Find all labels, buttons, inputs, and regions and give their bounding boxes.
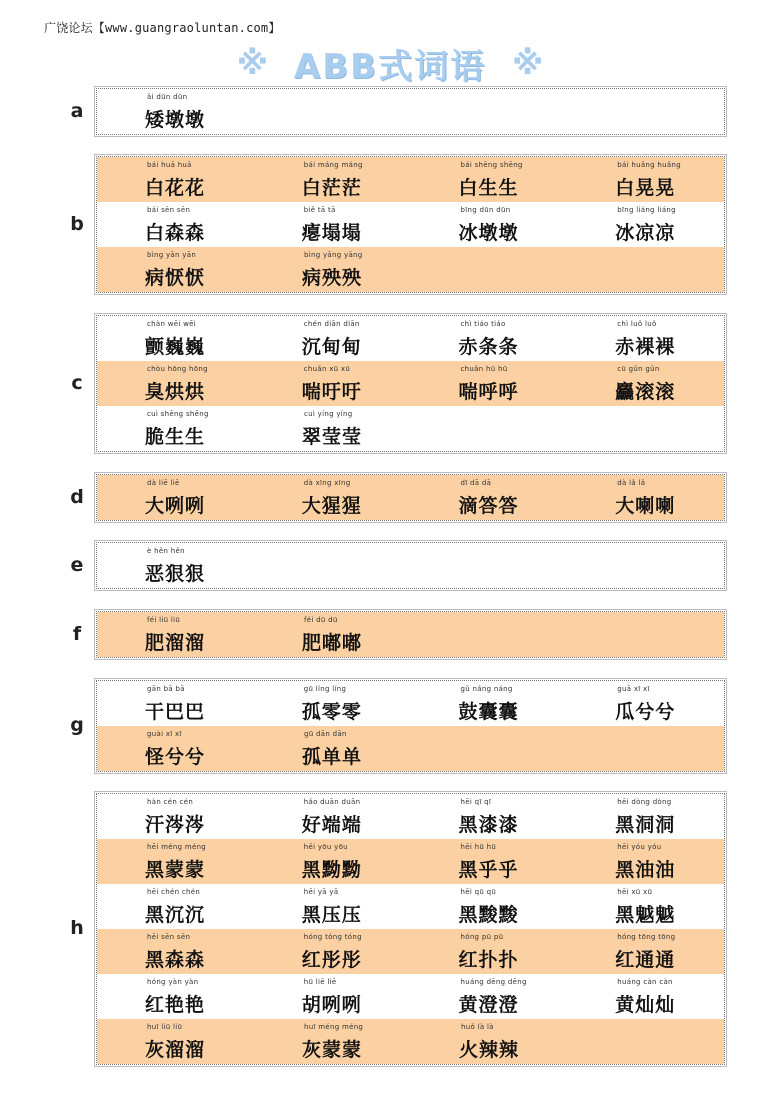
pinyin: chòu hōng hōng [147,365,208,373]
word-cell [254,726,411,771]
pinyin: hēi méng méng [147,843,207,851]
pinyin: è hěn hěn [147,547,185,555]
pinyin: bīng dūn dūn [460,206,511,214]
abb-word: 大猩猩 [301,495,362,517]
word-cell [254,157,411,202]
word-cell [254,316,411,361]
abb-word: 赤条条 [458,336,519,358]
abb-word: 沉甸甸 [301,336,362,358]
word-cell [254,202,411,247]
group-box [96,474,725,521]
word-cell [97,681,254,726]
reference-mark-icon: ※ [236,44,268,82]
abb-word: 大喇喇 [615,495,676,517]
abb-word: 白晃晃 [615,177,676,199]
abb-word: 矮墩墩 [145,109,206,131]
pinyin: hēi hū hū [460,843,497,851]
site-header: 广饶论坛【www.guangraoluntan.com】 [44,21,281,35]
abb-word: 红扑扑 [458,949,519,971]
abb-word: 白生生 [458,177,519,199]
word-cell [254,612,411,657]
abb-word: 麤滚滚 [615,381,676,403]
word-cell [97,929,254,974]
pinyin: bái sēn sēn [147,206,191,214]
word-row [97,929,724,974]
abb-word: 汗涔涔 [145,814,206,836]
pinyin: chén diān diān [303,320,360,328]
word-row [97,157,724,202]
group-box [96,793,725,1065]
pinyin: hēi yóu yóu [617,843,662,851]
pinyin: huī méng méng [304,1023,364,1031]
word-row [97,726,724,771]
page-title [0,42,780,87]
abb-word: 鼓囊囊 [458,701,519,723]
pinyin: dī dā dā [460,479,492,487]
abb-word: 黑沉沉 [145,904,206,926]
abb-word: 黑洞洞 [615,814,676,836]
word-cell [411,1019,568,1064]
word-cell [97,543,254,588]
abb-word: 黑黢黢 [458,904,519,926]
word-cell [97,475,254,520]
pinyin: gū dān dān [304,730,347,738]
abb-word: 脆生生 [145,426,206,448]
word-cell [567,974,724,1019]
pinyin: hēi sēn sēn [147,933,191,941]
abb-word: 颤巍巍 [145,336,206,358]
pinyin: hēi qū qū [460,888,497,896]
word-cell [97,1019,254,1064]
pinyin: guài xī xī [147,730,182,738]
pinyin: gū líng líng [303,685,347,693]
word-cell [567,316,724,361]
word-row [97,89,724,134]
abb-word: 肥溜溜 [145,632,206,654]
word-cell [254,929,411,974]
abb-word: 黑压压 [301,904,362,926]
abb-word: 红通通 [615,949,676,971]
word-row [97,974,724,1019]
abb-word: 黑森森 [145,949,206,971]
abb-word: 肥嘟嘟 [302,632,363,654]
group-letter: a [70,99,84,122]
pinyin: cū gǔn gǔn [617,365,660,373]
word-row [97,794,724,839]
abb-word: 黑蒙蒙 [145,859,206,881]
pinyin: huáng càn càn [617,978,673,986]
word-cell [411,839,568,884]
abb-word: 干巴巴 [145,701,206,723]
word-cell [567,884,724,929]
abb-word: 冰墩墩 [458,222,519,244]
word-cell [97,316,254,361]
abb-word: 胡咧咧 [301,994,362,1016]
word-cell [411,157,568,202]
pinyin: bái máng máng [303,161,363,169]
pinyin: hóng tōng tōng [617,933,676,941]
word-cell [97,89,254,134]
word-row [97,543,724,588]
abb-word: 赤裸裸 [615,336,676,358]
pinyin: hēi xū xū [617,888,653,896]
abb-word: 白茫茫 [301,177,362,199]
word-cell [254,247,411,292]
word-cell [567,794,724,839]
word-cell [411,974,568,1019]
pinyin: huī liū liū [147,1023,183,1031]
title-text: ABB式词语 [293,46,487,87]
abb-word: 红艳艳 [145,994,206,1016]
abb-word: 喘吁吁 [301,381,362,403]
pinyin: hēi chén chén [147,888,201,896]
abb-word: 滴答答 [458,495,519,517]
word-row [97,406,724,451]
abb-word: 病恹恹 [145,267,206,289]
word-row [97,361,724,406]
word-cell [97,157,254,202]
pinyin: chuǎn xū xū [303,365,351,373]
pinyin: bìng yāng yāng [304,251,363,259]
abb-word: 恶狠狠 [145,563,206,585]
word-row [97,612,724,657]
word-cell [97,839,254,884]
word-cell [411,884,568,929]
group-letter: f [72,622,82,645]
pinyin: hēi dòng dòng [617,798,672,806]
abb-word: 黑黝黝 [301,859,362,881]
word-cell [254,361,411,406]
word-cell [254,681,411,726]
abb-word: 大咧咧 [145,495,206,517]
word-row [97,202,724,247]
word-cell [97,794,254,839]
pinyin: hǎo duān duān [303,798,361,806]
word-cell [97,247,254,292]
abb-word: 黑油油 [615,859,676,881]
pinyin: hóng tóng tóng [303,933,362,941]
abb-word: 怪兮兮 [145,746,206,768]
abb-word: 黑漆漆 [458,814,519,836]
word-row [97,475,724,520]
pinyin: bìng yān yān [147,251,197,259]
abb-word: 臭烘烘 [145,381,206,403]
word-cell [411,202,568,247]
group-box [96,542,725,589]
reference-mark-icon: ※ [512,44,544,82]
group-letter: d [70,485,84,508]
word-cell [97,361,254,406]
group-letter: g [70,714,84,736]
word-cell [567,681,724,726]
word-cell [567,929,724,974]
abb-word: 好端端 [301,814,362,836]
word-cell [97,406,254,451]
pinyin: bái shēng shēng [460,161,523,169]
abb-word: 瘪塌塌 [301,222,362,244]
pinyin: chàn wēi wēi [147,320,197,328]
abb-word: 黄灿灿 [615,994,676,1016]
group-box [96,156,725,293]
word-cell [97,974,254,1019]
pinyin: biě tā tā [303,206,336,214]
pinyin: huǒ là là [461,1023,494,1031]
pinyin: hóng pū pū [460,933,504,941]
word-cell [97,726,254,771]
abb-word: 孤单单 [302,746,363,768]
word-cell [567,157,724,202]
word-cell [411,681,568,726]
pinyin: hàn cén cén [147,798,194,806]
pinyin: hóng yàn yàn [147,978,199,986]
pinyin: hū liē liē [303,978,337,986]
word-row [97,884,724,929]
group-letter: b [70,212,84,235]
word-cell [97,612,254,657]
abb-word: 灰溜溜 [145,1039,206,1061]
word-row [97,681,724,726]
word-cell [411,361,568,406]
pinyin: cuì yíng yíng [304,410,353,418]
abb-word: 病殃殃 [302,267,363,289]
group-letter: e [70,553,84,576]
pinyin: bīng liáng liáng [617,206,676,214]
pinyin: chuǎn hū hū [460,365,508,373]
pinyin: cuì shēng shēng [147,410,209,418]
abb-word: 火辣辣 [459,1039,520,1061]
pinyin: ǎi dūn dūn [147,93,188,101]
pinyin: dà xīng xīng [303,479,351,487]
pinyin: gān bā bā [147,685,185,693]
word-cell [411,316,568,361]
word-row [97,316,724,361]
word-cell [254,406,411,451]
word-cell [567,361,724,406]
pinyin: dà lǎ lǎ [617,479,646,487]
group-box [96,88,725,135]
group-letter: h [70,917,84,939]
word-cell [567,202,724,247]
group-box [96,315,725,452]
abb-word: 黄澄澄 [458,994,519,1016]
pinyin: guā xī xī [617,685,650,693]
abb-word: 灰蒙蒙 [302,1039,363,1061]
word-cell [254,794,411,839]
pinyin: dà liē liē [147,479,180,487]
abb-word: 喘呼呼 [458,381,519,403]
word-row [97,247,724,292]
word-cell [254,839,411,884]
abb-word: 红彤彤 [301,949,362,971]
word-cell [254,1019,411,1064]
word-cell [411,929,568,974]
word-cell [567,839,724,884]
abb-word: 白花花 [145,177,206,199]
word-row [97,1019,724,1064]
pinyin: hēi yā yā [303,888,339,896]
abb-word: 翠莹莹 [302,426,363,448]
word-row [97,839,724,884]
abb-word: 黑魆魆 [615,904,676,926]
group-letter: c [71,371,83,394]
word-cell [97,884,254,929]
pinyin: hēi yōu yōu [303,843,348,851]
word-cell [254,475,411,520]
abb-word: 瓜兮兮 [615,701,676,723]
group-box [96,680,725,772]
word-cell [567,475,724,520]
word-cell [254,974,411,1019]
pinyin: féi liū liū [147,616,181,624]
pinyin: huáng dēng dēng [460,978,527,986]
pinyin: chì tiáo tiáo [460,320,506,328]
word-cell [411,794,568,839]
abb-word: 黑乎乎 [458,859,519,881]
pinyin: féi dū dū [304,616,338,624]
word-cell [254,884,411,929]
pinyin: chì luǒ luǒ [617,320,657,328]
word-cell [97,202,254,247]
pinyin: bái huā huā [147,161,192,169]
pinyin: bái huǎng huǎng [617,161,681,169]
pinyin: hēi qī qī [460,798,492,806]
pinyin: gǔ náng náng [460,685,513,693]
group-box [96,611,725,658]
abb-word: 冰凉凉 [615,222,676,244]
abb-word: 白森森 [145,222,206,244]
word-cell [411,475,568,520]
abb-word: 孤零零 [301,701,362,723]
